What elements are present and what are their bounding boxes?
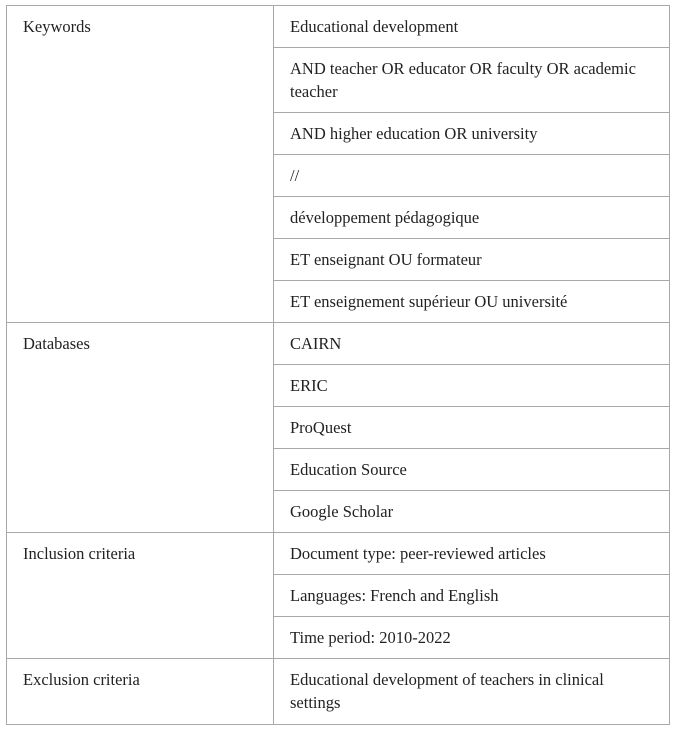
value-cell: AND higher education OR university	[274, 113, 670, 155]
value-cell: Document type: peer-reviewed articles	[274, 533, 670, 575]
table-row	[7, 533, 670, 575]
value-cell: Educational development of teachers in clinical settings	[274, 659, 670, 725]
table-row	[7, 323, 670, 365]
value-cell: ProQuest	[274, 407, 670, 449]
value-cell: CAIRN	[274, 323, 670, 365]
value-cell: Languages: French and English	[274, 575, 670, 617]
value-cell: Time period: 2010-2022	[274, 617, 670, 659]
value-cell: ERIC	[274, 365, 670, 407]
category-cell-keywords: Keywords	[7, 6, 274, 323]
search-criteria-table	[6, 5, 670, 725]
table-body	[7, 6, 670, 725]
value-cell: //	[274, 155, 670, 197]
value-cell: AND teacher OR educator OR faculty OR academic teacher	[274, 48, 670, 113]
category-cell-exclusion: Exclusion criteria	[7, 659, 274, 725]
category-cell-inclusion: Inclusion criteria	[7, 533, 274, 659]
table-row	[7, 6, 670, 48]
category-cell-databases: Databases	[7, 323, 274, 533]
table-row	[7, 659, 670, 725]
value-cell: Educational development	[274, 6, 670, 48]
value-cell: Google Scholar	[274, 491, 670, 533]
value-cell: ET enseignant OU formateur	[274, 239, 670, 281]
value-cell: Education Source	[274, 449, 670, 491]
value-cell: ET enseignement supérieur OU université	[274, 281, 670, 323]
value-cell: développement pédagogique	[274, 197, 670, 239]
